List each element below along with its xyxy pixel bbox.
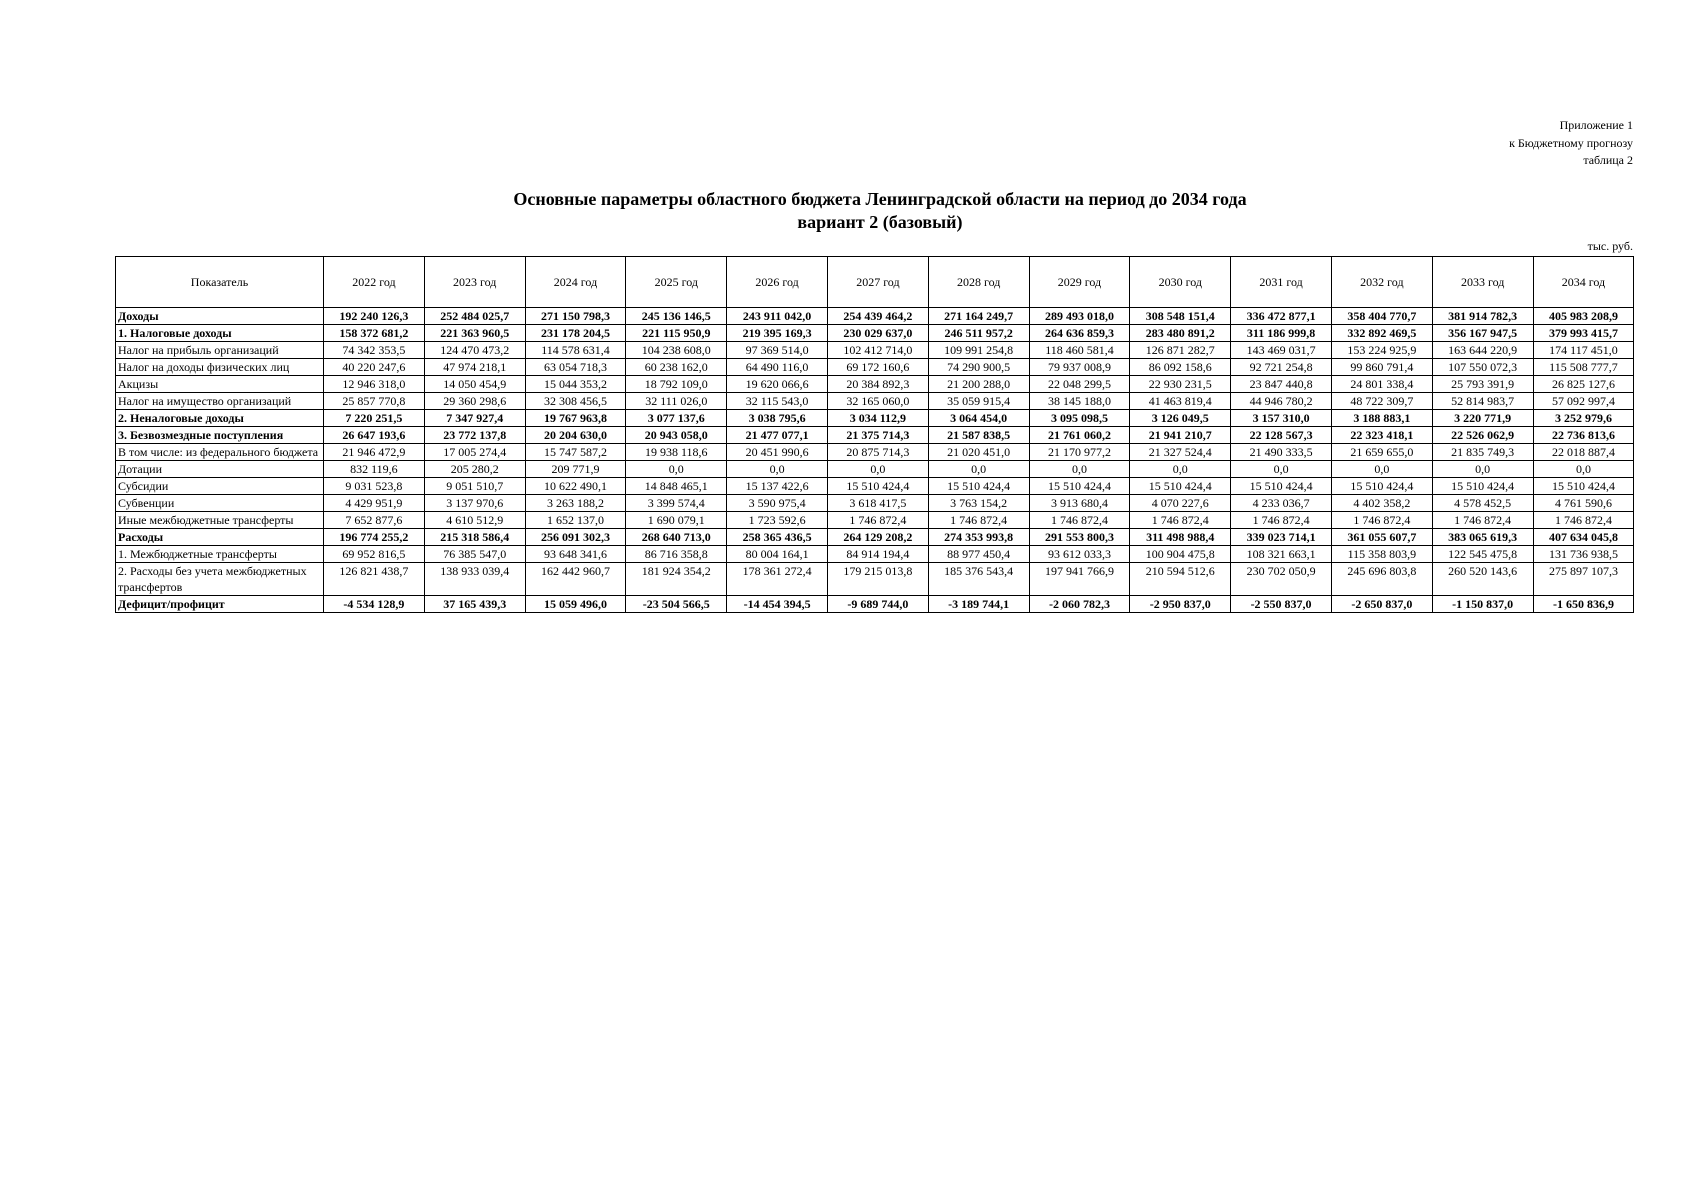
header-year: 2026 год bbox=[727, 257, 828, 308]
header-year: 2027 год bbox=[827, 257, 928, 308]
table-row bbox=[116, 478, 1634, 495]
row-value: 74 342 353,5 bbox=[324, 342, 425, 359]
row-value: 22 048 299,5 bbox=[1029, 376, 1130, 393]
row-value: 231 178 204,5 bbox=[525, 325, 626, 342]
row-value: 37 165 439,3 bbox=[424, 596, 525, 613]
row-value: 1 746 872,4 bbox=[928, 512, 1029, 529]
row-label: В том числе: из федерального бюджета bbox=[116, 444, 324, 461]
row-value: 264 636 859,3 bbox=[1029, 325, 1130, 342]
row-value: 210 594 512,6 bbox=[1130, 563, 1231, 596]
row-label: 1. Межбюджетные трансферты bbox=[116, 546, 324, 563]
row-value: 381 914 782,3 bbox=[1432, 308, 1533, 325]
row-value: 102 412 714,0 bbox=[827, 342, 928, 359]
table-row bbox=[116, 308, 1634, 325]
table-row bbox=[116, 512, 1634, 529]
row-value: 21 835 749,3 bbox=[1432, 444, 1533, 461]
row-value: 178 361 272,4 bbox=[727, 563, 828, 596]
row-value: 4 070 227,6 bbox=[1130, 495, 1231, 512]
row-value: -4 534 128,9 bbox=[324, 596, 425, 613]
row-value: 0,0 bbox=[1432, 461, 1533, 478]
row-value: 124 470 473,2 bbox=[424, 342, 525, 359]
row-value: 74 290 900,5 bbox=[928, 359, 1029, 376]
row-value: 4 610 512,9 bbox=[424, 512, 525, 529]
row-value: 19 938 118,6 bbox=[626, 444, 727, 461]
row-label: 3. Безвозмездные поступления bbox=[116, 427, 324, 444]
row-label: Акцизы bbox=[116, 376, 324, 393]
table-row bbox=[116, 444, 1634, 461]
row-value: 260 520 143,6 bbox=[1432, 563, 1533, 596]
row-value: 32 111 026,0 bbox=[626, 393, 727, 410]
row-value: 1 746 872,4 bbox=[1432, 512, 1533, 529]
row-value: 0,0 bbox=[928, 461, 1029, 478]
row-value: 21 170 977,2 bbox=[1029, 444, 1130, 461]
row-label: Дотации bbox=[116, 461, 324, 478]
row-value: 268 640 713,0 bbox=[626, 529, 727, 546]
row-value: 4 402 358,2 bbox=[1331, 495, 1432, 512]
row-label: Иные межбюджетные трансферты bbox=[116, 512, 324, 529]
table-row bbox=[116, 410, 1634, 427]
row-value: 97 369 514,0 bbox=[727, 342, 828, 359]
table-row bbox=[116, 495, 1634, 512]
row-value: 0,0 bbox=[1331, 461, 1432, 478]
row-value: 311 186 999,8 bbox=[1231, 325, 1332, 342]
appendix-line-3: таблица 2 bbox=[1583, 153, 1633, 167]
row-value: 339 023 714,1 bbox=[1231, 529, 1332, 546]
row-value: -3 189 744,1 bbox=[928, 596, 1029, 613]
row-value: 21 761 060,2 bbox=[1029, 427, 1130, 444]
row-value: 356 167 947,5 bbox=[1432, 325, 1533, 342]
header-year: 2034 год bbox=[1533, 257, 1634, 308]
row-value: 15 510 424,4 bbox=[1130, 478, 1231, 495]
header-indicator: Показатель bbox=[116, 257, 324, 308]
row-value: 99 860 791,4 bbox=[1331, 359, 1432, 376]
row-value: 26 647 193,6 bbox=[324, 427, 425, 444]
row-value: 93 648 341,6 bbox=[525, 546, 626, 563]
row-value: 143 469 031,7 bbox=[1231, 342, 1332, 359]
header-year: 2033 год bbox=[1432, 257, 1533, 308]
row-value: 162 442 960,7 bbox=[525, 563, 626, 596]
row-value: 76 385 547,0 bbox=[424, 546, 525, 563]
row-value: 20 204 630,0 bbox=[525, 427, 626, 444]
row-value: 24 801 338,4 bbox=[1331, 376, 1432, 393]
row-value: 26 825 127,6 bbox=[1533, 376, 1634, 393]
row-value: 245 136 146,5 bbox=[626, 308, 727, 325]
row-value: 21 941 210,7 bbox=[1130, 427, 1231, 444]
row-value: 4 578 452,5 bbox=[1432, 495, 1533, 512]
row-value: -2 650 837,0 bbox=[1331, 596, 1432, 613]
row-value: 332 892 469,5 bbox=[1331, 325, 1432, 342]
row-value: 40 220 247,6 bbox=[324, 359, 425, 376]
row-value: 1 723 592,6 bbox=[727, 512, 828, 529]
row-value: -23 504 566,5 bbox=[626, 596, 727, 613]
row-value: 3 038 795,6 bbox=[727, 410, 828, 427]
row-value: 15 510 424,4 bbox=[827, 478, 928, 495]
row-value: 22 323 418,1 bbox=[1331, 427, 1432, 444]
row-value: 15 510 424,4 bbox=[1533, 478, 1634, 495]
row-value: 21 659 655,0 bbox=[1331, 444, 1432, 461]
row-value: 3 618 417,5 bbox=[827, 495, 928, 512]
row-value: 15 510 424,4 bbox=[1231, 478, 1332, 495]
row-value: -14 454 394,5 bbox=[727, 596, 828, 613]
row-value: 15 510 424,4 bbox=[1432, 478, 1533, 495]
row-value: 271 164 249,7 bbox=[928, 308, 1029, 325]
row-value: 1 746 872,4 bbox=[827, 512, 928, 529]
row-value: 219 395 169,3 bbox=[727, 325, 828, 342]
row-value: 126 821 438,7 bbox=[324, 563, 425, 596]
row-value: 15 137 422,6 bbox=[727, 478, 828, 495]
row-value: 7 220 251,5 bbox=[324, 410, 425, 427]
row-value: 205 280,2 bbox=[424, 461, 525, 478]
row-value: 18 792 109,0 bbox=[626, 376, 727, 393]
row-value: 22 128 567,3 bbox=[1231, 427, 1332, 444]
row-value: 79 937 008,9 bbox=[1029, 359, 1130, 376]
row-value: 246 511 957,2 bbox=[928, 325, 1029, 342]
row-value: 158 372 681,2 bbox=[324, 325, 425, 342]
row-value: 41 463 819,4 bbox=[1130, 393, 1231, 410]
budget-table bbox=[115, 256, 1634, 613]
row-value: 86 716 358,8 bbox=[626, 546, 727, 563]
row-value: 243 911 042,0 bbox=[727, 308, 828, 325]
row-value: 109 991 254,8 bbox=[928, 342, 1029, 359]
row-value: 405 983 208,9 bbox=[1533, 308, 1634, 325]
row-value: 4 429 951,9 bbox=[324, 495, 425, 512]
row-value: 23 772 137,8 bbox=[424, 427, 525, 444]
row-value: 104 238 608,0 bbox=[626, 342, 727, 359]
appendix-note bbox=[1509, 117, 1633, 170]
row-value: -1 150 837,0 bbox=[1432, 596, 1533, 613]
row-value: 25 793 391,9 bbox=[1432, 376, 1533, 393]
table-row bbox=[116, 529, 1634, 546]
row-value: 252 484 025,7 bbox=[424, 308, 525, 325]
row-value: 20 451 990,6 bbox=[727, 444, 828, 461]
row-value: 0,0 bbox=[626, 461, 727, 478]
row-value: 21 946 472,9 bbox=[324, 444, 425, 461]
row-value: 264 129 208,2 bbox=[827, 529, 928, 546]
row-value: 3 034 112,9 bbox=[827, 410, 928, 427]
row-value: 15 747 587,2 bbox=[525, 444, 626, 461]
row-value: 84 914 194,4 bbox=[827, 546, 928, 563]
row-value: 115 358 803,9 bbox=[1331, 546, 1432, 563]
row-value: 197 941 766,9 bbox=[1029, 563, 1130, 596]
row-value: 19 620 066,6 bbox=[727, 376, 828, 393]
row-value: 832 119,6 bbox=[324, 461, 425, 478]
row-value: 181 924 354,2 bbox=[626, 563, 727, 596]
document-title bbox=[0, 188, 1697, 234]
row-value: 0,0 bbox=[727, 461, 828, 478]
row-value: 32 115 543,0 bbox=[727, 393, 828, 410]
row-value: 21 020 451,0 bbox=[928, 444, 1029, 461]
row-value: 308 548 151,4 bbox=[1130, 308, 1231, 325]
row-value: 100 904 475,8 bbox=[1130, 546, 1231, 563]
table-row bbox=[116, 376, 1634, 393]
row-value: 230 702 050,9 bbox=[1231, 563, 1332, 596]
row-value: 32 308 456,5 bbox=[525, 393, 626, 410]
row-value: 3 399 574,4 bbox=[626, 495, 727, 512]
header-year: 2022 год bbox=[324, 257, 425, 308]
row-value: 107 550 072,3 bbox=[1432, 359, 1533, 376]
row-value: 291 553 800,3 bbox=[1029, 529, 1130, 546]
row-value: 4 233 036,7 bbox=[1231, 495, 1332, 512]
row-label: Доходы bbox=[116, 308, 324, 325]
row-value: 185 376 543,4 bbox=[928, 563, 1029, 596]
row-value: 19 767 963,8 bbox=[525, 410, 626, 427]
row-value: 29 360 298,6 bbox=[424, 393, 525, 410]
row-value: 22 736 813,6 bbox=[1533, 427, 1634, 444]
row-value: 283 480 891,2 bbox=[1130, 325, 1231, 342]
row-value: 221 115 950,9 bbox=[626, 325, 727, 342]
row-value: 23 847 440,8 bbox=[1231, 376, 1332, 393]
appendix-line-1: Приложение 1 bbox=[1559, 118, 1633, 132]
row-value: 21 477 077,1 bbox=[727, 427, 828, 444]
table-row bbox=[116, 461, 1634, 478]
row-value: 3 157 310,0 bbox=[1231, 410, 1332, 427]
row-value: 209 771,9 bbox=[525, 461, 626, 478]
row-value: 22 930 231,5 bbox=[1130, 376, 1231, 393]
row-value: 153 224 925,9 bbox=[1331, 342, 1432, 359]
row-value: 131 736 938,5 bbox=[1533, 546, 1634, 563]
row-value: 0,0 bbox=[827, 461, 928, 478]
row-value: 9 031 523,8 bbox=[324, 478, 425, 495]
header-year: 2023 год bbox=[424, 257, 525, 308]
row-value: 114 578 631,4 bbox=[525, 342, 626, 359]
row-value: 21 200 288,0 bbox=[928, 376, 1029, 393]
row-value: 20 875 714,3 bbox=[827, 444, 928, 461]
row-value: 25 857 770,8 bbox=[324, 393, 425, 410]
row-value: 3 137 970,6 bbox=[424, 495, 525, 512]
row-value: 7 347 927,4 bbox=[424, 410, 525, 427]
row-label: 2. Неналоговые доходы bbox=[116, 410, 324, 427]
table-row bbox=[116, 427, 1634, 444]
row-value: 275 897 107,3 bbox=[1533, 563, 1634, 596]
row-value: 3 188 883,1 bbox=[1331, 410, 1432, 427]
row-value: 274 353 993,8 bbox=[928, 529, 1029, 546]
row-value: 258 365 436,5 bbox=[727, 529, 828, 546]
header-year: 2025 год bbox=[626, 257, 727, 308]
row-value: 14 050 454,9 bbox=[424, 376, 525, 393]
row-label: Налог на доходы физических лиц bbox=[116, 359, 324, 376]
row-value: 3 064 454,0 bbox=[928, 410, 1029, 427]
row-value: 115 508 777,7 bbox=[1533, 359, 1634, 376]
row-value: 118 460 581,4 bbox=[1029, 342, 1130, 359]
row-label: 1. Налоговые доходы bbox=[116, 325, 324, 342]
row-value: 21 375 714,3 bbox=[827, 427, 928, 444]
row-value: 174 117 451,0 bbox=[1533, 342, 1634, 359]
row-value: 196 774 255,2 bbox=[324, 529, 425, 546]
row-value: 92 721 254,8 bbox=[1231, 359, 1332, 376]
row-value: 1 652 137,0 bbox=[525, 512, 626, 529]
row-value: 64 490 116,0 bbox=[727, 359, 828, 376]
row-value: 0,0 bbox=[1231, 461, 1332, 478]
table-row bbox=[116, 596, 1634, 613]
row-value: 80 004 164,1 bbox=[727, 546, 828, 563]
row-value: 38 145 188,0 bbox=[1029, 393, 1130, 410]
units-label: тыс. руб. bbox=[1587, 239, 1633, 253]
row-value: 138 933 039,4 bbox=[424, 563, 525, 596]
row-value: 336 472 877,1 bbox=[1231, 308, 1332, 325]
row-value: 0,0 bbox=[1533, 461, 1634, 478]
row-value: 3 095 098,5 bbox=[1029, 410, 1130, 427]
row-value: 15 510 424,4 bbox=[928, 478, 1029, 495]
row-value: 47 974 218,1 bbox=[424, 359, 525, 376]
row-value: 48 722 309,7 bbox=[1331, 393, 1432, 410]
row-value: 254 439 464,2 bbox=[827, 308, 928, 325]
row-value: 15 059 496,0 bbox=[525, 596, 626, 613]
header-year: 2032 год bbox=[1331, 257, 1432, 308]
row-value: 1 746 872,4 bbox=[1331, 512, 1432, 529]
row-value: 361 055 607,7 bbox=[1331, 529, 1432, 546]
row-value: 271 150 798,3 bbox=[525, 308, 626, 325]
row-value: 44 946 780,2 bbox=[1231, 393, 1332, 410]
row-value: 379 993 415,7 bbox=[1533, 325, 1634, 342]
row-value: 21 490 333,5 bbox=[1231, 444, 1332, 461]
row-value: 126 871 282,7 bbox=[1130, 342, 1231, 359]
row-value: 215 318 586,4 bbox=[424, 529, 525, 546]
table-body bbox=[116, 308, 1634, 613]
table-row bbox=[116, 546, 1634, 563]
row-value: -2 950 837,0 bbox=[1130, 596, 1231, 613]
row-value: 15 510 424,4 bbox=[1331, 478, 1432, 495]
header-year: 2028 год bbox=[928, 257, 1029, 308]
row-value: -2 060 782,3 bbox=[1029, 596, 1130, 613]
row-value: 14 848 465,1 bbox=[626, 478, 727, 495]
row-value: 1 746 872,4 bbox=[1533, 512, 1634, 529]
header-year: 2031 год bbox=[1231, 257, 1332, 308]
row-value: 289 493 018,0 bbox=[1029, 308, 1130, 325]
row-value: 52 814 983,7 bbox=[1432, 393, 1533, 410]
row-value: -2 550 837,0 bbox=[1231, 596, 1332, 613]
row-value: 20 943 058,0 bbox=[626, 427, 727, 444]
row-value: 3 077 137,6 bbox=[626, 410, 727, 427]
row-value: 3 590 975,4 bbox=[727, 495, 828, 512]
row-value: 35 059 915,4 bbox=[928, 393, 1029, 410]
row-value: 21 587 838,5 bbox=[928, 427, 1029, 444]
row-value: 163 644 220,9 bbox=[1432, 342, 1533, 359]
row-value: 383 065 619,3 bbox=[1432, 529, 1533, 546]
row-value: 311 498 988,4 bbox=[1130, 529, 1231, 546]
row-value: 108 321 663,1 bbox=[1231, 546, 1332, 563]
row-value: 32 165 060,0 bbox=[827, 393, 928, 410]
row-label: Субсидии bbox=[116, 478, 324, 495]
row-value: 192 240 126,3 bbox=[324, 308, 425, 325]
header-year: 2030 год bbox=[1130, 257, 1231, 308]
row-value: -9 689 744,0 bbox=[827, 596, 928, 613]
header-year: 2029 год bbox=[1029, 257, 1130, 308]
row-value: 1 746 872,4 bbox=[1130, 512, 1231, 529]
row-value: 1 746 872,4 bbox=[1231, 512, 1332, 529]
title-line-1: Основные параметры областного бюджета Ленинградской области на период до 2034 года bbox=[513, 189, 1247, 209]
row-value: 4 761 590,6 bbox=[1533, 495, 1634, 512]
header-year: 2024 год bbox=[525, 257, 626, 308]
row-value: 60 238 162,0 bbox=[626, 359, 727, 376]
table-header-row bbox=[116, 257, 1634, 308]
row-value: 12 946 318,0 bbox=[324, 376, 425, 393]
table-row bbox=[116, 563, 1634, 596]
row-value: 3 220 771,9 bbox=[1432, 410, 1533, 427]
row-value: 9 051 510,7 bbox=[424, 478, 525, 495]
row-value: 1 746 872,4 bbox=[1029, 512, 1130, 529]
row-value: 122 545 475,8 bbox=[1432, 546, 1533, 563]
row-value: 230 029 637,0 bbox=[827, 325, 928, 342]
row-value: 69 172 160,6 bbox=[827, 359, 928, 376]
row-value: 17 005 274,4 bbox=[424, 444, 525, 461]
row-value: 86 092 158,6 bbox=[1130, 359, 1231, 376]
row-value: 93 612 033,3 bbox=[1029, 546, 1130, 563]
row-value: 15 044 353,2 bbox=[525, 376, 626, 393]
row-value: 407 634 045,8 bbox=[1533, 529, 1634, 546]
row-value: 10 622 490,1 bbox=[525, 478, 626, 495]
row-value: 3 252 979,6 bbox=[1533, 410, 1634, 427]
row-label: Налог на имущество организаций bbox=[116, 393, 324, 410]
row-value: 1 690 079,1 bbox=[626, 512, 727, 529]
row-label: 2. Расходы без учета межбюджетных трансфертов bbox=[116, 563, 324, 596]
row-value: 179 215 013,8 bbox=[827, 563, 928, 596]
row-label: Дефицит/профицит bbox=[116, 596, 324, 613]
row-value: 63 054 718,3 bbox=[525, 359, 626, 376]
row-label: Налог на прибыль организаций bbox=[116, 342, 324, 359]
row-value: 3 263 188,2 bbox=[525, 495, 626, 512]
row-value: 358 404 770,7 bbox=[1331, 308, 1432, 325]
table-row bbox=[116, 342, 1634, 359]
row-value: 3 913 680,4 bbox=[1029, 495, 1130, 512]
row-value: 3 763 154,2 bbox=[928, 495, 1029, 512]
row-value: 256 091 302,3 bbox=[525, 529, 626, 546]
row-value: 221 363 960,5 bbox=[424, 325, 525, 342]
row-value: 22 018 887,4 bbox=[1533, 444, 1634, 461]
appendix-line-2: к Бюджетному прогнозу bbox=[1509, 135, 1633, 150]
row-label: Субвенции bbox=[116, 495, 324, 512]
row-value: 0,0 bbox=[1130, 461, 1231, 478]
row-value: 15 510 424,4 bbox=[1029, 478, 1130, 495]
table-row bbox=[116, 393, 1634, 410]
row-value: 0,0 bbox=[1029, 461, 1130, 478]
row-value: 22 526 062,9 bbox=[1432, 427, 1533, 444]
table-row bbox=[116, 325, 1634, 342]
row-value: 21 327 524,4 bbox=[1130, 444, 1231, 461]
row-value: 88 977 450,4 bbox=[928, 546, 1029, 563]
row-label: Расходы bbox=[116, 529, 324, 546]
row-value: 69 952 816,5 bbox=[324, 546, 425, 563]
row-value: 57 092 997,4 bbox=[1533, 393, 1634, 410]
row-value: -1 650 836,9 bbox=[1533, 596, 1634, 613]
row-value: 245 696 803,8 bbox=[1331, 563, 1432, 596]
row-value: 3 126 049,5 bbox=[1130, 410, 1231, 427]
row-value: 20 384 892,3 bbox=[827, 376, 928, 393]
title-line-2: вариант 2 (базовый) bbox=[797, 212, 963, 232]
row-value: 7 652 877,6 bbox=[324, 512, 425, 529]
table-row bbox=[116, 359, 1634, 376]
